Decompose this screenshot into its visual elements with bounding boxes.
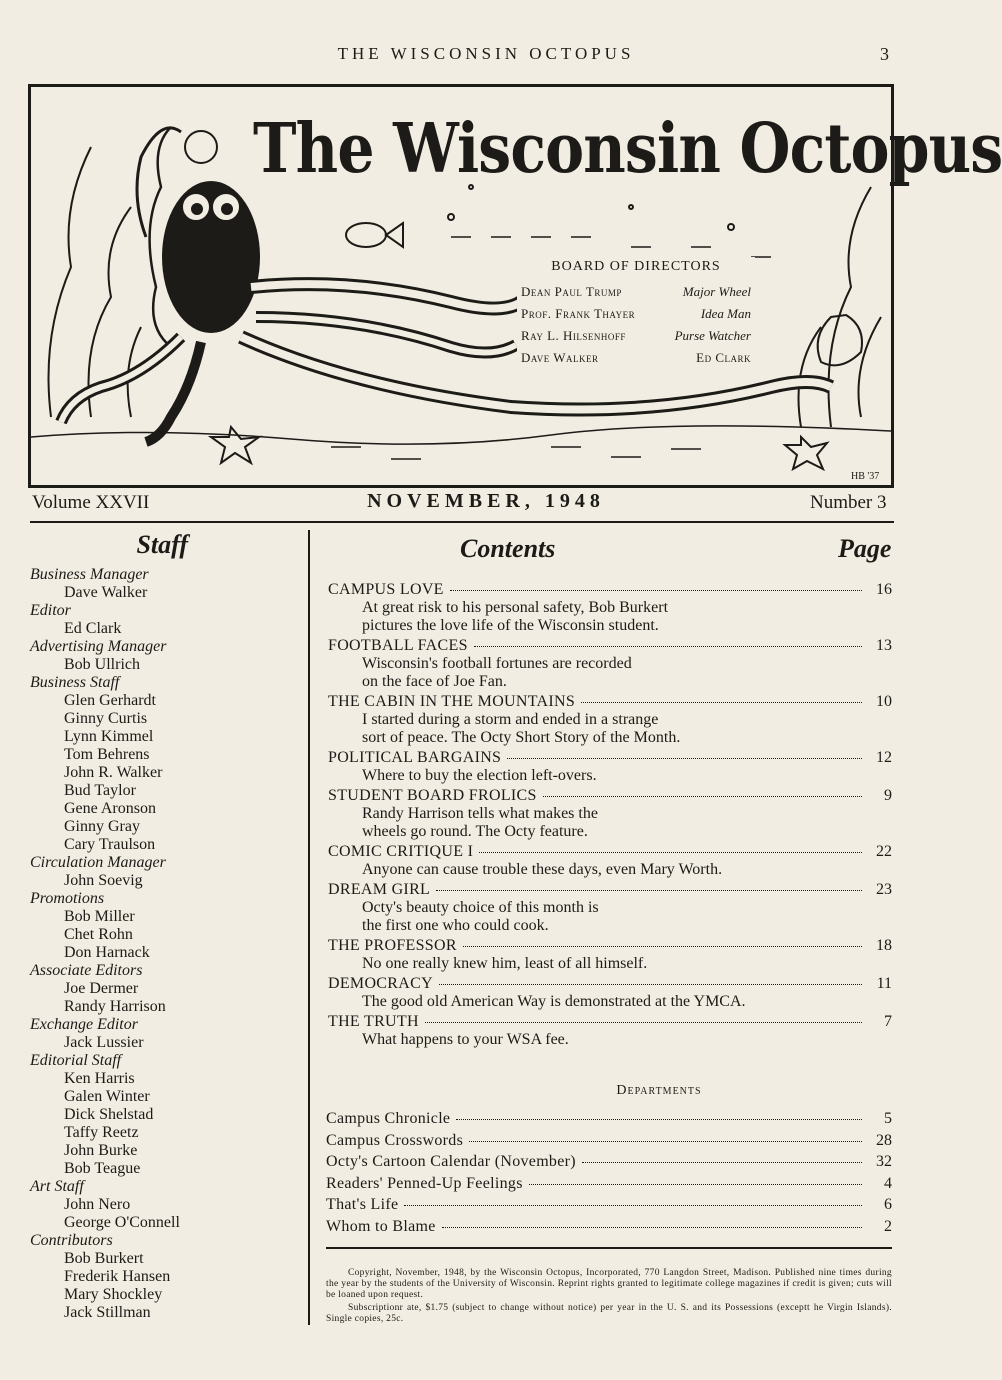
leader-dots [469,1141,862,1142]
contents-description: sort of peace. The Octy Short Story of the Month. [362,729,681,746]
department-item [326,1108,892,1130]
staff-name: Glen Gerhardt [64,692,156,709]
header-rule [30,521,894,523]
contents-title: DREAM GIRL [328,881,431,898]
contents-description: Anyone can cause trouble these days, even Mary Worth. [362,861,723,878]
contents-description: Where to buy the election left-overs. [362,767,597,784]
board-title: Purse Watcher [674,328,751,343]
contents-line [328,1012,892,1031]
staff-name: Dave Walker [64,584,148,601]
staff-role: Business Manager [30,566,149,583]
staff-name: Taffy Reetz [64,1124,139,1141]
contents-description: the first one who could cook. [362,917,549,934]
staff-name: Bob Miller [64,908,135,925]
masthead-illustration [28,84,1002,488]
department-title: Readers' Penned-Up Feelings [326,1174,523,1192]
department-page: 32 [876,1153,892,1170]
contents-page: 23 [876,881,892,898]
contents-line [328,880,892,899]
department-title: That's Life [326,1196,399,1213]
contents-title: CAMPUS LOVE [328,581,444,598]
staff-name: Bud Taylor [64,782,136,799]
contents-page: 13 [876,637,892,654]
staff-role: Promotions [30,890,105,907]
board-member: Prof. Frank Thayer [521,306,636,321]
contents-line [328,786,892,805]
contents-item [328,748,892,785]
contents-item [328,936,892,973]
leader-dots [456,1119,862,1120]
contents-line [328,974,892,993]
department-title: Campus Crosswords [326,1131,464,1149]
contents-item [328,580,892,635]
staff-role: Art Staff [30,1178,84,1195]
leader-dots [507,758,862,759]
staff-name: Cary Traulson [64,836,156,853]
leader-dots [404,1205,862,1206]
staff-name: Frederik Hansen [64,1268,171,1285]
leader-dots [581,702,862,703]
leader-dots [439,984,862,985]
department-page: 4 [884,1174,892,1192]
staff-role: Advertising Manager [30,638,167,655]
contents-page: 9 [884,787,892,804]
copyright-paragraph: Copyright, November, 1948, by the Wisconsin Octopus, Incorporated, 770 Langdon Street, Madison. Published nine times during the year by the students of the University of Wisconsin. Reprint rights granted to legitimate college magazines if credit is given; cuts will be loaned upon request. [326,1268,892,1300]
issue-number: Number 3 [810,492,887,513]
contents-description: I started during a storm and ended in a strange [362,711,659,728]
department-item [326,1216,892,1238]
departments-heading: Departments [616,1083,702,1098]
staff-role: Business Staff [30,674,120,691]
contents-description: on the face of Joe Fan. [362,673,507,690]
contents-line [328,636,892,655]
staff-role: Circulation Manager [30,854,166,871]
contents-title: POLITICAL BARGAINS [328,749,502,766]
contents-title: COMIC CRITIQUE I [328,843,474,860]
contents-item [328,786,892,841]
board-member: Ed Clark [696,350,751,365]
leader-dots [463,946,862,947]
contents-description: Randy Harrison tells what makes the [362,805,598,822]
department-item [326,1194,892,1216]
contents-item [328,880,892,935]
board-member: Dave Walker [521,350,599,365]
artist-signature: HB '37 [851,471,880,482]
issue-date: NOVEMBER, 1948 [367,490,605,512]
staff-name: Jack Stillman [64,1304,151,1321]
department-title: Whom to Blame [326,1217,436,1235]
contents-page: 18 [876,937,892,954]
staff-role: Editor [30,602,71,619]
department-item [326,1151,892,1173]
contents-page: 22 [876,843,892,860]
staff-role: Editorial Staff [30,1052,122,1069]
board-member: Dean Paul Trump [521,284,622,299]
staff-name: Bob Teague [64,1160,141,1177]
staff-name: Jack Lussier [64,1034,144,1051]
board-row [521,347,751,369]
staff-list [30,566,300,1322]
footer-rule [326,1247,892,1249]
contents-page: 12 [876,749,892,766]
running-head: THE WISCONSIN OCTOPUS [337,44,635,63]
staff-heading: Staff [136,530,188,559]
contents-line [328,692,892,711]
contents-title: THE TRUTH [328,1013,419,1030]
staff-name: John Soevig [64,872,143,889]
contents-item [328,974,892,1011]
leader-dots [582,1162,862,1163]
staff-name: Tom Behrens [64,746,150,763]
contents-title: THE CABIN IN THE MOUNTAINS [328,693,576,710]
department-page: 28 [876,1131,892,1149]
contents-title: FOOTBALL FACES [328,637,468,654]
department-item [326,1130,892,1152]
contents-title: THE PROFESSOR [328,937,457,954]
department-item [326,1173,892,1195]
department-page: 5 [884,1110,892,1127]
board-row [521,303,751,325]
page-number: 3 [880,44,889,64]
staff-name: John R. Walker [64,764,163,781]
contents-description: Octy's beauty choice of this month is [362,899,599,916]
staff-name: John Nero [64,1196,131,1213]
contents-line [328,842,892,861]
contents-description: The good old American Way is demonstrated at the YMCA. [362,993,746,1010]
contents-page: 7 [884,1013,892,1030]
staff-name: Ed Clark [64,620,122,637]
staff-name: Don Harnack [64,944,150,961]
board-title: Major Wheel [682,284,751,299]
board-of-directors [517,257,755,371]
staff-name: Joe Dermer [64,980,139,997]
board-row [521,281,751,303]
leader-dots [450,590,862,591]
contents-page: 10 [876,693,892,710]
staff-name: Chet Rohn [64,926,133,943]
contents-heading: Contents [460,534,556,563]
leader-dots [479,852,862,853]
masthead-title: The Wisconsin Octopus [253,109,1002,189]
contents-item [328,692,892,747]
staff-name: Lynn Kimmel [64,728,154,745]
staff-name: John Burke [64,1142,138,1159]
staff-role: Exchange Editor [30,1016,138,1033]
contents-description: pictures the love life of the Wisconsin student. [362,617,659,634]
staff-name: Ken Harris [64,1070,135,1087]
leader-dots [436,890,862,891]
department-title: Octy's Cartoon Calendar (November) [326,1153,576,1170]
contents-line [328,580,892,599]
contents-description: At great risk to his personal safety, Bob Burkert [362,599,669,616]
leader-dots [474,646,862,647]
board-row [521,325,751,347]
contents-page: 16 [876,581,892,598]
board-title: Idea Man [700,306,751,321]
staff-role: Contributors [30,1232,113,1249]
contents-item [328,842,892,879]
staff-name: Bob Ullrich [64,656,140,673]
subscription-paragraph: Subscriptionr ate, $1.75 (subject to change without notice) per year in the U. S. and its Possessions (exceptt he Virgin Islands). Single copies, 25c. [326,1303,892,1324]
staff-name: Gene Aronson [64,800,156,817]
staff-name: Mary Shockley [64,1286,163,1303]
contents-description: wheels go round. The Octy feature. [362,823,588,840]
department-page: 2 [884,1217,892,1235]
contents-list [328,580,892,1050]
board-heading: BOARD OF DIRECTORS [551,259,721,274]
contents-description: Wisconsin's football fortunes are recorded [362,655,632,672]
copyright-notice [326,1268,892,1327]
staff-name: Dick Shelstad [64,1106,154,1123]
contents-item [328,1012,892,1049]
leader-dots [543,796,862,797]
staff-role: Associate Editors [30,962,143,979]
leader-dots [442,1227,862,1228]
staff-name: George O'Connell [64,1214,180,1231]
staff-name: Galen Winter [64,1088,150,1105]
volume-label: Volume XXVII [32,492,150,513]
staff-name: Ginny Curtis [64,710,148,727]
departments-list [326,1108,892,1237]
contents-item [328,636,892,691]
contents-description: No one really knew him, least of all himself. [362,955,648,972]
staff-name: Bob Burkert [64,1250,144,1267]
contents-line [328,748,892,767]
staff-name: Ginny Gray [64,818,140,835]
department-page: 6 [884,1196,892,1213]
leader-dots [529,1184,862,1185]
page-heading: Page [838,534,892,563]
contents-title: STUDENT BOARD FROLICS [328,787,537,804]
staff-name: Randy Harrison [64,998,166,1015]
department-title: Campus Chronicle [326,1110,451,1127]
contents-line [328,936,892,955]
contents-page: 11 [876,975,892,992]
contents-description: What happens to your WSA fee. [362,1031,569,1048]
column-divider [308,530,310,1325]
contents-title: DEMOCRACY [328,975,433,992]
leader-dots [425,1022,862,1023]
board-member: Ray L. Hilsenhoff [521,328,626,343]
